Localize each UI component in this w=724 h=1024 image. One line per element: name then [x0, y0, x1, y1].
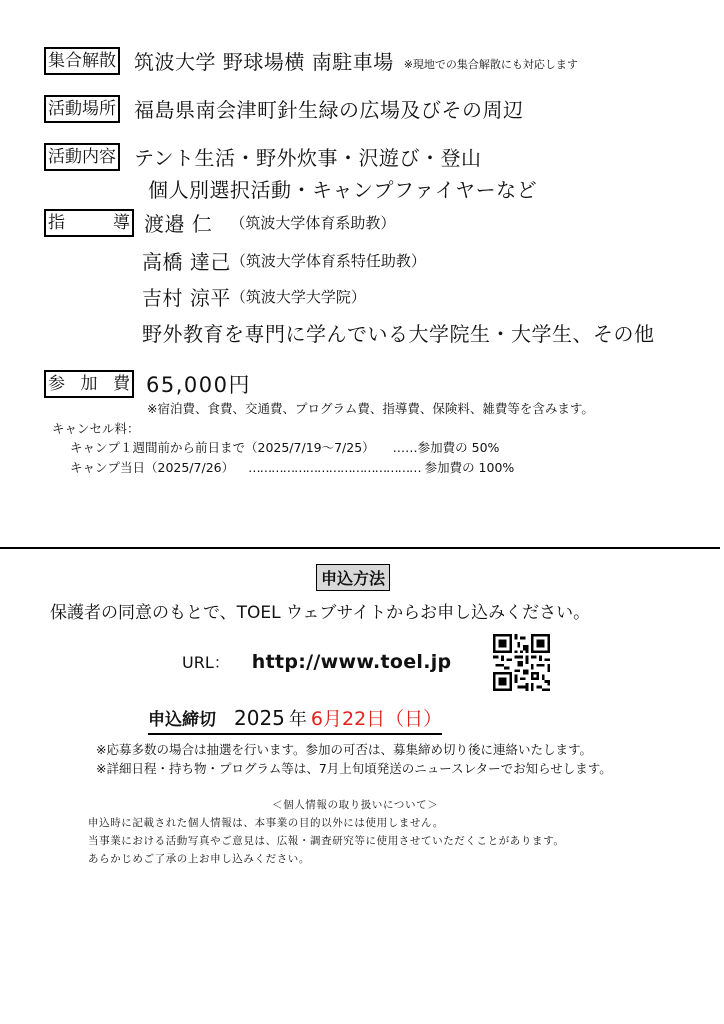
qr-code-icon[interactable] — [493, 634, 550, 691]
content-label: 活動内容 — [44, 143, 120, 171]
url-link[interactable]: http://www.toel.jp — [251, 651, 452, 673]
cancel-line2 — [70, 458, 514, 476]
instructor-row — [142, 246, 426, 275]
venue-label: 活動場所 — [44, 95, 120, 123]
instructor-row — [142, 282, 366, 311]
content-row — [44, 142, 482, 171]
gathering-value: 筑波大学 野球場横 南駐車場 — [134, 50, 394, 74]
fee-row — [44, 369, 251, 399]
cancel-line2-fee: 参加費の 100% — [424, 460, 515, 475]
gathering-row — [44, 46, 578, 75]
fee-label-char: 費 — [113, 374, 130, 394]
deadline-year: 2025 — [234, 706, 285, 730]
instructor-label-left: 指 — [48, 212, 65, 233]
cancel-line1 — [70, 438, 499, 456]
venue-row — [44, 94, 524, 123]
fee-label-char: 加 — [80, 374, 98, 394]
deadline — [148, 704, 442, 735]
apply-note-details: ※詳細日程・持ち物・プログラム等は、7月上旬頃発送のニュースレターでお知らせします。 — [96, 761, 612, 776]
instructor-name: 高橋 達己 — [142, 250, 231, 274]
privacy-title: ＜個人情報の取り扱いについて＞ — [272, 799, 439, 811]
fee-label — [44, 370, 134, 398]
instructor-role: （筑波大学体育系特任助教） — [230, 252, 426, 270]
cancel-line1-fee: ……参加費の 50% — [392, 440, 500, 455]
deadline-date: 6月22日（日） — [310, 708, 443, 730]
cancel-line1-period: キャンプ１週間前から前日まで（2025/7/19〜7/25） — [70, 440, 375, 455]
privacy-line: 当事業における活動写真やご意見は、広報・調査研究等に使用させていただくことがあります。 — [88, 835, 565, 847]
privacy-line: 申込時に記載された個人情報は、本事業の目的以外には使用しません。 — [88, 817, 444, 829]
url-label: URL： — [182, 653, 230, 672]
privacy-line: あらかじめご了承の上お申し込みください。 — [88, 853, 310, 865]
cancel-title: キャンセル料： — [52, 421, 140, 436]
fee-note: ※宿泊費、食費、交通費、プログラム費、指導費、保険料、雑費等を含みます。 — [147, 401, 594, 416]
content-line1: テント生活・野外炊事・沢遊び・登山 — [134, 146, 482, 170]
gathering-note: ※現地での集合解散にも対応します — [403, 57, 578, 71]
instructor-label — [44, 209, 134, 237]
instructor-label-right: 導 — [113, 212, 130, 233]
instructor-role: （筑波大学体育系助教） — [230, 214, 396, 232]
gathering-label: 集合解散 — [44, 47, 120, 75]
section-divider — [0, 547, 720, 549]
instructor-name: 吉村 涼平 — [142, 286, 231, 310]
url-line — [182, 650, 451, 673]
apply-note-lottery: ※応募多数の場合は抽選を行います。参加の可否は、募集締め切り後に連絡いたします。 — [96, 742, 592, 757]
deadline-label: 申込締切 — [148, 710, 216, 730]
instructor-role: （筑波大学大学院） — [230, 288, 366, 306]
instructor-others: 野外教育を専門に学んでいる大学院生・大学生、その他 — [142, 322, 655, 346]
apply-instruction: 保護者の同意のもとで、TOEL ウェブサイトからお申し込みください。 — [50, 603, 591, 623]
deadline-year-unit: 年 — [288, 709, 307, 730]
instructor-name: 渡邉 仁 — [144, 212, 213, 236]
fee-amount: 65,000円 — [146, 373, 251, 397]
venue-value: 福島県南会津町針生緑の広場及びその周辺 — [134, 98, 524, 122]
cancel-line2-period: キャンプ当日（2025/7/26） — [70, 460, 235, 475]
fee-label-char: 参 — [48, 374, 65, 394]
cancel-line2-dots: ……………………………………… — [248, 460, 421, 475]
instructor-row — [44, 208, 395, 237]
apply-title: 申込方法 — [316, 564, 390, 591]
content-line2: 個人別選択活動・キャンプファイヤーなど — [148, 178, 538, 202]
